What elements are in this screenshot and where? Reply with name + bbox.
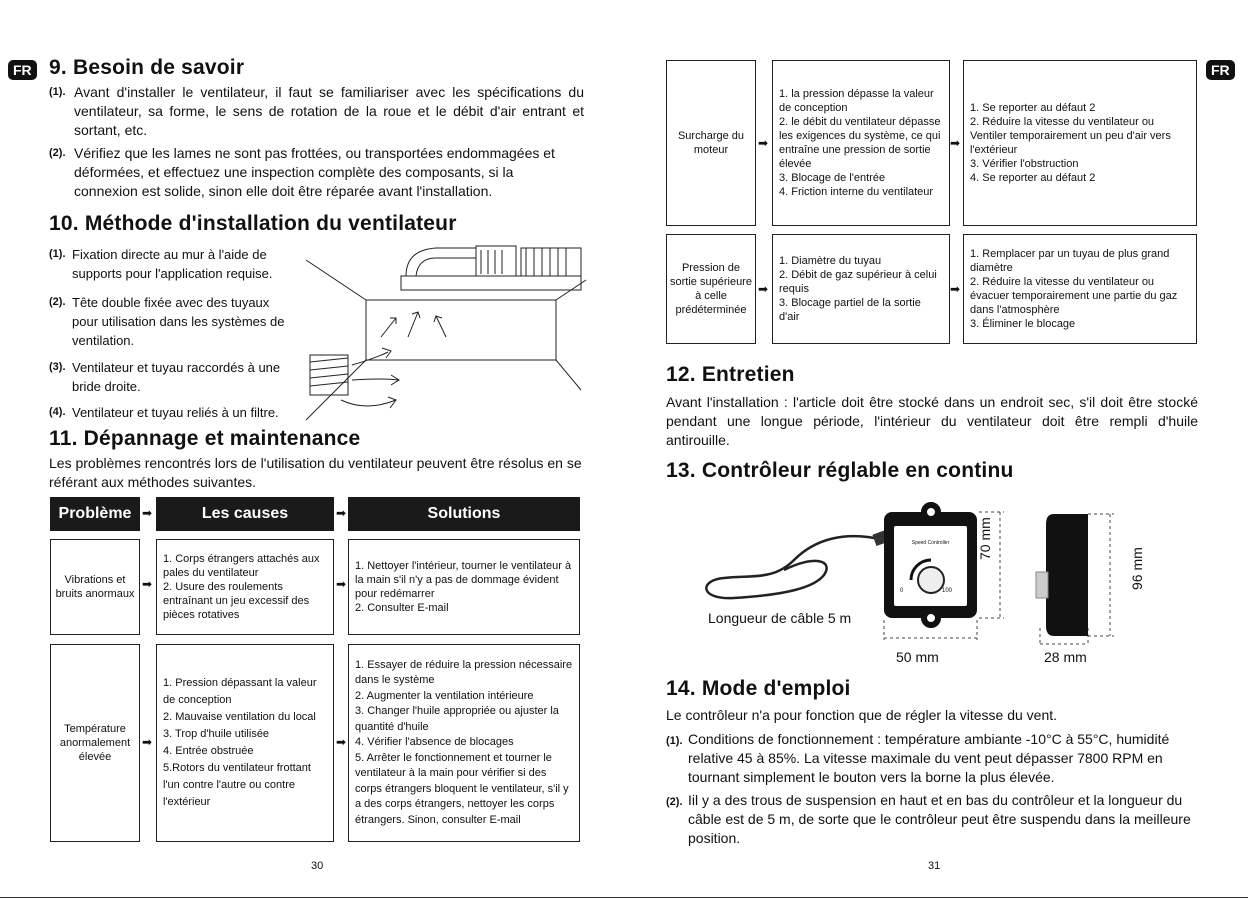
cable-length-label: Longueur de câble 5 m: [708, 610, 852, 626]
scale-min-label: 0: [900, 588, 904, 594]
header-solutions: Solutions: [348, 497, 580, 531]
item-number: (2).: [666, 796, 683, 808]
arrow-icon: ➡: [758, 282, 769, 296]
section-10-item-3: Ventilateur et tuyau raccordés à une bride droite.: [72, 360, 281, 394]
bottom-rule: [0, 897, 1248, 898]
section-10-item-2: Tête double fixée avec des tuyaux pour utilisation dans les systèmes de ventilation.: [72, 295, 285, 348]
arrow-icon: ➡: [950, 282, 961, 296]
installation-diagram: [296, 240, 596, 430]
problem-cell: Pression de sortie supérieure à celle prédéterminée: [666, 234, 756, 344]
section-9-title: 9. Besoin de savoir: [49, 56, 245, 79]
item-number: (4).: [49, 406, 66, 418]
arrow-icon: ➡: [142, 735, 153, 749]
problem-cell: Vibrations et bruits anormaux: [50, 539, 140, 635]
arrow-icon: ➡: [336, 577, 347, 591]
language-badge: FR: [8, 60, 37, 80]
dimension-width: 50 mm: [896, 649, 939, 665]
item-number: (1).: [49, 86, 66, 98]
section-11-intro: Les problèmes rencontrés lors de l'utilisation du ventilateur peuvent être résolus en se référant aux méthodes suivantes.: [49, 455, 582, 490]
arrow-icon: ➡: [142, 506, 153, 520]
causes-cell: 1. la pression dépasse la valeur de conception 2. le débit du ventilateur dépasse les exigences du système, ce qui entraîne une pression de sortie élevée 3. Blocage de l'entrée 4. Friction interne du ventilateur: [772, 60, 950, 226]
problem-cell: Température anormalement élevée: [50, 644, 140, 842]
dimension-height: 70 mm: [977, 517, 993, 560]
solutions-cell: 1. Se reporter au défaut 2 2. Réduire la vitesse du ventilateur ou Ventiler temporairement un peu d'air vers l'extérieur 3. Vérifier l'obstruction 4. Se reporter au défaut 2: [963, 60, 1197, 226]
item-number: (3).: [49, 361, 66, 373]
section-9-item-2: Vérifiez que les lames ne sont pas frottées, ou transportées endommagées et déformées, et effectuez une inspection complète des composants, si la connexion est solide, sinon elle doit être réparée avant l'installation.: [74, 145, 555, 199]
item-number: (1).: [666, 735, 683, 747]
scale-max-label: 100: [942, 588, 953, 594]
causes-cell: 1. Diamètre du tuyau 2. Débit de gaz supérieur à celui requis 3. Blocage partiel de la sortie d'air: [772, 234, 950, 344]
solutions-cell: 1. Nettoyer l'intérieur, tourner le ventilateur à la main s'il n'y a pas de dommage évident pour redémarrer 2. Consulter E-mail: [348, 539, 580, 635]
section-14-item-2: Iil y a des trous de suspension en haut et en bas du contrôleur et la longueur du câble est de 5 m, de sorte que le contrôleur peut être suspendu dans la meilleure position.: [688, 792, 1191, 846]
section-12-text: Avant l'installation : l'article doit être stocké dans un endroit sec, s'il doit être stocké pendant une longue période, l'intérieur du ventilateur doit être rempli d'huile antirouille.: [666, 394, 1198, 448]
item-number: (2).: [49, 147, 66, 159]
arrow-icon: ➡: [950, 136, 961, 150]
item-number: (1).: [49, 248, 66, 260]
section-12-title: 12. Entretien: [666, 363, 795, 386]
dimension-depth: 28 mm: [1044, 649, 1087, 665]
page-number: 31: [928, 860, 941, 872]
right-page: [624, 0, 1248, 902]
arrow-icon: ➡: [142, 577, 153, 591]
dimension-side-height: 96 mm: [1129, 547, 1145, 590]
header-causes: Les causes: [156, 497, 334, 531]
causes-cell: 1. Corps étrangers attachés aux pales du ventilateur 2. Usure des roulements entraînant un jeu excessif des pièces rotatives: [156, 539, 334, 635]
section-9-item-1: Avant d'installer le ventilateur, il faut se familiariser avec les spécifications du ventilateur, sa forme, le sens de rotation de la roue et le débit d'air entrant et sortant, etc.: [74, 84, 584, 138]
header-probleme: Problème: [50, 497, 140, 531]
causes-cell: 1. Pression dépassant la valeur de conception 2. Mauvaise ventilation du local 3. Trop d'huile utilisée 4. Entrée obstruée 5.Rotors du ventilateur frottant l'un contre l'autre ou contre l'extérieur: [156, 644, 334, 842]
solutions-cell: 1. Remplacer par un tuyau de plus grand diamètre 2. Réduire la vitesse du ventilateur ou évacuer temporairement une partie du gaz dans l'atmosphère 3. Éliminer le blocage: [963, 234, 1197, 344]
section-10-item-4: Ventilateur et tuyau reliés à un filtre.: [72, 405, 279, 420]
arrow-icon: ➡: [336, 735, 347, 749]
section-14-item-1: Conditions de fonctionnement : température ambiante -10°C à 55°C, humidité relative 45 à 85%. La vitesse maximale du vent peut dépasser 7800 RPM en tournant simplement le bouton vers la borne la plus élevée.: [688, 731, 1170, 785]
arrow-icon: ➡: [336, 506, 347, 520]
controller-diagram: [694, 500, 1174, 670]
section-14-title: 14. Mode d'emploi: [666, 677, 851, 700]
device-label: Speed Controller: [911, 540, 950, 546]
solutions-cell: 1. Essayer de réduire la pression nécessaire dans le système 2. Augmenter la ventilation intérieure 3. Changer l'huile appropriée ou ajuster la quantité d'huile 4. Vérifier l'absence de blocages 5. Arrêter le fonctionnement et tourner le ventilateur à la main pour vérifier si des corps étrangers bloquent le ventilateur, s'il y a des corps étrangers, nettoyer les corps étrangers. Sinon, consulter E-mail: [348, 644, 580, 842]
section-11-title: 11. Dépannage et maintenance: [49, 427, 361, 450]
section-10-item-1: Fixation directe au mur à l'aide de supports pour l'application requise.: [72, 247, 273, 281]
problem-cell: Surcharge du moteur: [666, 60, 756, 226]
section-10-title: 10. Méthode d'installation du ventilateur: [49, 212, 457, 235]
section-13-title: 13. Contrôleur réglable en continu: [666, 459, 1014, 482]
item-number: (2).: [49, 296, 66, 308]
page-number: 30: [311, 860, 324, 872]
arrow-icon: ➡: [758, 136, 769, 150]
language-badge: FR: [1206, 60, 1235, 80]
section-14-intro: Le contrôleur n'a pour fonction que de régler la vitesse du vent.: [666, 707, 1058, 723]
